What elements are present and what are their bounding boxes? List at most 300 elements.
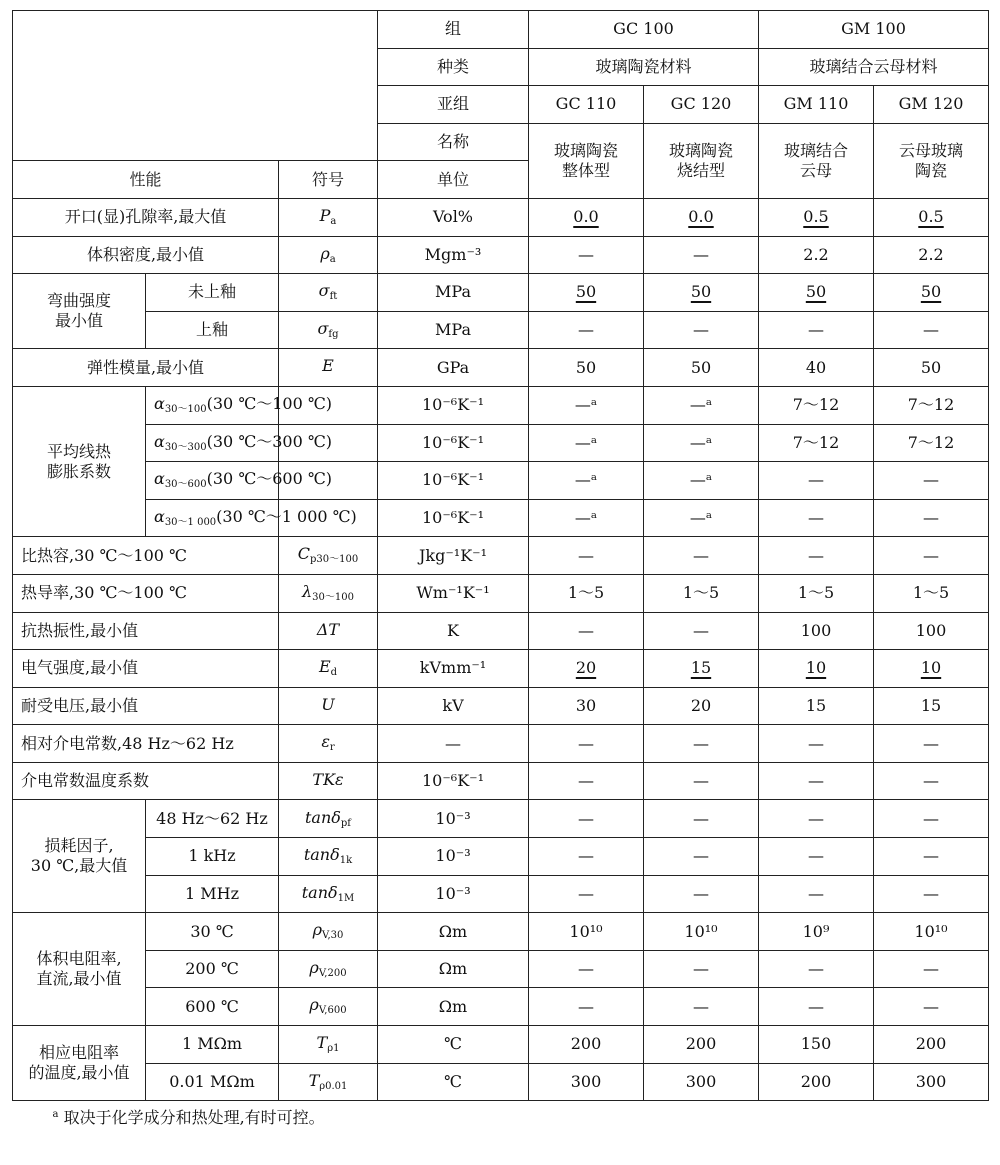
value-text: 0.5 xyxy=(803,207,829,227)
value-cell xyxy=(874,800,989,838)
value-text: 7～12 xyxy=(792,395,840,415)
symbol-main: T xyxy=(316,1033,328,1053)
symbol-cell xyxy=(279,1063,378,1101)
property-sub-label xyxy=(146,386,332,424)
value-cell xyxy=(759,537,874,575)
value-cell xyxy=(874,913,989,951)
value-text: — xyxy=(923,771,939,791)
value-cell xyxy=(529,950,644,988)
value-cell xyxy=(644,311,759,349)
value-text: 50 xyxy=(575,357,597,377)
value-text: — xyxy=(578,320,594,340)
value-text: — xyxy=(808,545,824,565)
header-name-line: 陶瓷 xyxy=(915,160,948,180)
group-label-line: 30 ℃,最大值 xyxy=(30,856,128,876)
symbol-subscript: V,200 xyxy=(318,967,347,979)
value-text: — xyxy=(578,244,594,264)
header-label-subgroup: 亚组 xyxy=(378,86,529,124)
value-cell xyxy=(529,574,644,612)
value-cell xyxy=(759,574,874,612)
value-cell xyxy=(529,612,644,650)
value-text: — xyxy=(923,733,939,753)
symbol-cell xyxy=(279,537,378,575)
property-label: 比热容,30 ℃～100 ℃ xyxy=(13,537,279,575)
property-sub-label xyxy=(146,499,357,537)
table-row xyxy=(13,1026,989,1064)
value-text: 7～12 xyxy=(907,432,955,452)
alpha-subscript: 30～1 000 xyxy=(164,516,217,528)
symbol-main: ρ xyxy=(309,957,319,977)
unit-cell: Ωm xyxy=(378,950,529,988)
symbol-main: tanδ xyxy=(303,845,340,865)
value-cell xyxy=(874,650,989,688)
table-row xyxy=(13,687,989,725)
symbol-main: U xyxy=(321,694,335,714)
symbol-main: tanδ xyxy=(304,807,341,827)
value-text: 2.2 xyxy=(803,244,829,264)
property-sub-label: 600 ℃ xyxy=(146,988,279,1026)
value-text: 50 xyxy=(920,282,942,302)
header-name-line: 整体型 xyxy=(561,160,610,180)
alpha-subscript: 30～600 xyxy=(164,479,207,491)
value-text: 50 xyxy=(805,282,827,302)
table-row xyxy=(13,950,989,988)
property-label: 热导率,30 ℃～100 ℃ xyxy=(13,574,279,612)
value-text: 100 xyxy=(800,620,832,640)
symbol-cell xyxy=(279,687,378,725)
value-text: 0.0 xyxy=(688,207,714,227)
header-name-line: 烧结型 xyxy=(676,160,725,180)
value-cell xyxy=(644,725,759,763)
property-sub-label: 48 Hz～62 Hz xyxy=(146,800,279,838)
value-cell xyxy=(759,198,874,236)
unit-cell: GPa xyxy=(378,349,529,387)
value-text: 50 xyxy=(920,357,942,377)
value-cell xyxy=(874,838,989,876)
symbol-subscript: a xyxy=(330,216,337,228)
unit-cell: Wm⁻¹K⁻¹ xyxy=(378,574,529,612)
value-cell xyxy=(644,913,759,951)
property-group-label xyxy=(13,800,146,913)
value-text: — xyxy=(808,320,824,340)
unit-cell: 10⁻⁶K⁻¹ xyxy=(378,424,529,462)
symbol-cell xyxy=(279,988,378,1026)
symbol-cell xyxy=(279,838,378,876)
value-text: 300 xyxy=(685,1071,717,1091)
unit-cell: — xyxy=(378,725,529,763)
value-cell xyxy=(529,198,644,236)
value-cell xyxy=(759,800,874,838)
symbol-main: ρ xyxy=(320,243,330,263)
symbol-main: ρ xyxy=(309,995,319,1015)
unit-cell: Mgm⁻³ xyxy=(378,236,529,274)
value-text: — xyxy=(923,508,939,528)
value-text: 200 xyxy=(800,1071,832,1091)
value-text: 200 xyxy=(685,1034,717,1054)
symbol-cell xyxy=(279,762,378,800)
symbol-subscript: ρ1 xyxy=(327,1043,340,1055)
alpha-symbol: α xyxy=(154,469,165,489)
header-label-type: 种类 xyxy=(378,48,529,86)
header-label-unit: 单位 xyxy=(378,161,529,199)
table-row xyxy=(13,311,989,349)
value-text: 1～5 xyxy=(567,583,605,603)
value-text: 0.0 xyxy=(573,207,599,227)
value-text: 7～12 xyxy=(907,395,955,415)
symbol-cell xyxy=(279,650,378,688)
unit-cell: 10⁻³ xyxy=(378,838,529,876)
value-cell xyxy=(529,1026,644,1064)
property-text: (30 ℃～100 ℃) xyxy=(206,393,332,413)
value-cell xyxy=(644,349,759,387)
symbol-subscript: d xyxy=(330,667,338,679)
value-cell xyxy=(529,875,644,913)
value-text: — xyxy=(808,508,824,528)
value-text: 100 xyxy=(915,620,947,640)
value-cell xyxy=(644,274,759,312)
property-text: (30 ℃～300 ℃) xyxy=(206,431,332,451)
value-text: 10¹⁰ xyxy=(684,921,718,941)
value-text: 1～5 xyxy=(682,583,720,603)
value-text: — xyxy=(693,244,709,264)
header-name-line: 玻璃陶瓷 xyxy=(668,140,733,160)
value-text: — xyxy=(923,959,939,979)
value-text: — xyxy=(693,996,709,1016)
value-cell xyxy=(874,1026,989,1064)
value-cell xyxy=(874,875,989,913)
alpha-symbol: α xyxy=(154,431,165,451)
value-text: —ᵃ xyxy=(574,395,598,415)
value-cell xyxy=(759,274,874,312)
value-text: 0.5 xyxy=(918,207,944,227)
value-text: — xyxy=(923,320,939,340)
value-cell xyxy=(529,424,644,462)
property-sub-label: 30 ℃ xyxy=(146,913,279,951)
value-cell xyxy=(874,950,989,988)
value-cell xyxy=(759,988,874,1026)
value-text: — xyxy=(578,959,594,979)
symbol-subscript: p30～100 xyxy=(310,554,359,566)
value-cell xyxy=(759,838,874,876)
unit-cell: 10⁻⁶K⁻¹ xyxy=(378,762,529,800)
value-text: — xyxy=(923,545,939,565)
value-cell xyxy=(874,988,989,1026)
table-row xyxy=(13,838,989,876)
header-group-gm: GM 100 xyxy=(759,11,989,49)
value-cell xyxy=(529,499,644,537)
value-text: 10 xyxy=(920,658,942,678)
value-cell xyxy=(644,838,759,876)
value-cell xyxy=(644,236,759,274)
table-row xyxy=(13,612,989,650)
symbol-subscript: r xyxy=(329,742,335,754)
table-body xyxy=(13,198,989,1100)
value-text: 10¹⁰ xyxy=(569,921,603,941)
value-text: —ᵃ xyxy=(574,470,598,490)
value-cell xyxy=(874,762,989,800)
value-cell xyxy=(529,311,644,349)
header-row-group xyxy=(13,11,989,49)
header-label-group: 组 xyxy=(378,11,529,49)
group-label-line: 相应电阻率 xyxy=(38,1043,119,1063)
property-sub-label: 上釉 xyxy=(146,311,279,349)
footnote xyxy=(13,1101,989,1136)
header-subgroup: GM 110 xyxy=(759,86,874,124)
value-cell xyxy=(529,1063,644,1101)
property-group-label xyxy=(13,913,146,1026)
unit-cell: 10⁻³ xyxy=(378,800,529,838)
table-row xyxy=(13,499,989,537)
material-properties-table xyxy=(12,10,989,1135)
value-text: 7～12 xyxy=(792,432,840,452)
property-label: 电气强度,最小值 xyxy=(13,650,279,688)
unit-cell: 10⁻³ xyxy=(378,875,529,913)
value-cell xyxy=(759,386,874,424)
property-group-label xyxy=(13,274,146,349)
alpha-symbol: α xyxy=(154,506,165,526)
symbol-cell xyxy=(279,198,378,236)
value-cell xyxy=(874,612,989,650)
header-property: 性能 xyxy=(13,161,279,199)
symbol-subscript: fg xyxy=(328,328,339,340)
header-symbol: 符号 xyxy=(279,161,378,199)
property-sub-label: 0.01 MΩm xyxy=(146,1063,279,1101)
value-cell xyxy=(759,762,874,800)
symbol-main: ε xyxy=(321,732,330,752)
unit-cell: Ωm xyxy=(378,988,529,1026)
header-subgroup: GM 120 xyxy=(874,86,989,124)
value-text: — xyxy=(693,846,709,866)
group-label-line: 损耗因子, xyxy=(44,836,114,856)
value-cell xyxy=(874,311,989,349)
symbol-cell xyxy=(279,800,378,838)
value-cell xyxy=(874,386,989,424)
group-label-line: 平均线热 xyxy=(46,441,111,461)
unit-cell: kV xyxy=(378,687,529,725)
value-text: — xyxy=(808,996,824,1016)
header-name xyxy=(644,123,759,198)
symbol-cell xyxy=(279,274,378,312)
header-blank-cell xyxy=(13,11,378,161)
property-text: (30 ℃～1 000 ℃) xyxy=(216,506,357,526)
property-label: 体积密度,最小值 xyxy=(13,236,279,274)
table-row xyxy=(13,274,989,312)
value-text: 200 xyxy=(570,1034,602,1054)
unit-cell: Vol% xyxy=(378,198,529,236)
value-cell xyxy=(759,913,874,951)
value-cell xyxy=(759,725,874,763)
value-cell xyxy=(644,612,759,650)
value-text: 200 xyxy=(915,1034,947,1054)
value-cell xyxy=(644,875,759,913)
header-name-line: 云母 xyxy=(799,160,832,180)
alpha-symbol: α xyxy=(154,393,165,413)
symbol-cell xyxy=(279,236,378,274)
unit-cell: Jkg⁻¹K⁻¹ xyxy=(378,537,529,575)
value-text: — xyxy=(808,846,824,866)
value-text: — xyxy=(578,808,594,828)
table-row xyxy=(13,349,989,387)
value-text: 10⁹ xyxy=(802,921,830,941)
symbol-subscript: V,600 xyxy=(318,1005,347,1017)
symbol-main: tanδ xyxy=(301,882,338,902)
value-text: — xyxy=(808,470,824,490)
symbol-subscript: ft xyxy=(329,291,338,303)
group-label-line: 最小值 xyxy=(54,311,103,331)
symbol-main: σ xyxy=(318,281,330,301)
header-name xyxy=(759,123,874,198)
symbol-cell xyxy=(279,950,378,988)
value-cell xyxy=(874,537,989,575)
value-text: —ᵃ xyxy=(689,508,713,528)
value-text: —ᵃ xyxy=(689,432,713,452)
table-row xyxy=(13,386,989,424)
value-text: 10 xyxy=(805,658,827,678)
unit-cell: MPa xyxy=(378,311,529,349)
value-cell xyxy=(644,762,759,800)
value-text: 10¹⁰ xyxy=(914,921,948,941)
symbol-subscript: V,30 xyxy=(322,930,344,942)
value-text: —ᵃ xyxy=(574,432,598,452)
symbol-main: TKε xyxy=(312,769,344,789)
footnote-text: 取决于化学成分和热处理,有时可控。 xyxy=(63,1108,325,1128)
value-cell xyxy=(644,1063,759,1101)
value-cell xyxy=(529,838,644,876)
value-text: 300 xyxy=(915,1071,947,1091)
value-cell xyxy=(874,687,989,725)
value-cell xyxy=(529,386,644,424)
value-cell xyxy=(529,462,644,500)
symbol-main: λ xyxy=(302,581,313,601)
table-row xyxy=(13,236,989,274)
value-cell xyxy=(759,950,874,988)
property-group-label xyxy=(13,386,146,536)
value-text: 20 xyxy=(575,658,597,678)
unit-cell: MPa xyxy=(378,274,529,312)
value-cell xyxy=(759,687,874,725)
value-cell xyxy=(874,349,989,387)
value-cell xyxy=(529,687,644,725)
header-name-line: 玻璃陶瓷 xyxy=(553,140,618,160)
symbol-cell xyxy=(279,1026,378,1064)
unit-cell: Ωm xyxy=(378,913,529,951)
value-text: — xyxy=(923,846,939,866)
table-row xyxy=(13,198,989,236)
table-row xyxy=(13,913,989,951)
property-sub-label: 1 kHz xyxy=(146,838,279,876)
value-cell xyxy=(759,612,874,650)
symbol-subscript: a xyxy=(329,253,336,265)
value-text: 50 xyxy=(690,357,712,377)
header-label-name: 名称 xyxy=(378,123,529,161)
value-cell xyxy=(759,650,874,688)
value-text: — xyxy=(578,883,594,903)
value-cell xyxy=(874,236,989,274)
symbol-subscript: pf xyxy=(340,817,351,829)
value-cell xyxy=(874,198,989,236)
value-cell xyxy=(644,386,759,424)
table-row xyxy=(13,462,989,500)
unit-cell: 10⁻⁶K⁻¹ xyxy=(378,499,529,537)
value-cell xyxy=(759,875,874,913)
value-text: — xyxy=(693,545,709,565)
value-cell xyxy=(529,913,644,951)
properties-table-container xyxy=(12,10,989,1135)
value-text: — xyxy=(578,733,594,753)
value-cell xyxy=(874,499,989,537)
value-cell xyxy=(644,800,759,838)
footnote-mark: a xyxy=(52,1109,59,1121)
value-text: — xyxy=(578,545,594,565)
value-text: 15 xyxy=(805,695,827,715)
property-label: 耐受电压,最小值 xyxy=(13,687,279,725)
symbol-main: C xyxy=(297,544,311,564)
property-label: 介电常数温度系数 xyxy=(13,762,279,800)
value-text: — xyxy=(578,620,594,640)
symbol-cell xyxy=(279,574,378,612)
value-cell xyxy=(529,988,644,1026)
value-text: — xyxy=(693,320,709,340)
value-text: — xyxy=(693,808,709,828)
value-text: — xyxy=(808,733,824,753)
value-text: 2.2 xyxy=(918,244,944,264)
symbol-subscript: 1k xyxy=(339,855,353,867)
property-sub-label xyxy=(146,424,332,462)
symbol-cell xyxy=(279,913,378,951)
value-text: — xyxy=(923,996,939,1016)
value-cell xyxy=(644,1026,759,1064)
value-cell xyxy=(644,537,759,575)
symbol-cell xyxy=(279,311,378,349)
value-cell xyxy=(874,274,989,312)
value-cell xyxy=(644,499,759,537)
value-text: — xyxy=(923,470,939,490)
value-text: —ᵃ xyxy=(574,508,598,528)
property-label: 开口(显)孔隙率,最大值 xyxy=(13,198,279,236)
value-text: 150 xyxy=(800,1034,832,1054)
value-cell xyxy=(644,650,759,688)
value-text: 20 xyxy=(690,695,712,715)
value-text: — xyxy=(923,883,939,903)
header-name-line: 玻璃结合 xyxy=(783,140,848,160)
symbol-main: P xyxy=(319,206,331,226)
table-row xyxy=(13,537,989,575)
value-cell xyxy=(529,800,644,838)
symbol-main: E xyxy=(322,356,334,376)
symbol-main: T xyxy=(308,1070,320,1090)
value-cell xyxy=(644,687,759,725)
value-text: — xyxy=(693,771,709,791)
value-cell xyxy=(644,574,759,612)
group-label-line: 体积电阻率, xyxy=(36,949,122,969)
symbol-cell xyxy=(279,349,378,387)
value-text: 1～5 xyxy=(912,583,950,603)
symbol-main: E xyxy=(318,657,331,677)
alpha-subscript: 30～100 xyxy=(164,403,207,415)
property-text: (30 ℃～600 ℃) xyxy=(206,469,332,489)
value-text: — xyxy=(693,733,709,753)
symbol-subscript: 30～100 xyxy=(312,591,354,603)
value-cell xyxy=(529,236,644,274)
value-cell xyxy=(874,574,989,612)
unit-cell: kVmm⁻¹ xyxy=(378,650,529,688)
value-cell xyxy=(759,1063,874,1101)
symbol-cell xyxy=(279,875,378,913)
value-text: — xyxy=(808,959,824,979)
value-cell xyxy=(874,462,989,500)
property-sub-label: 1 MHz xyxy=(146,875,279,913)
value-cell xyxy=(759,236,874,274)
